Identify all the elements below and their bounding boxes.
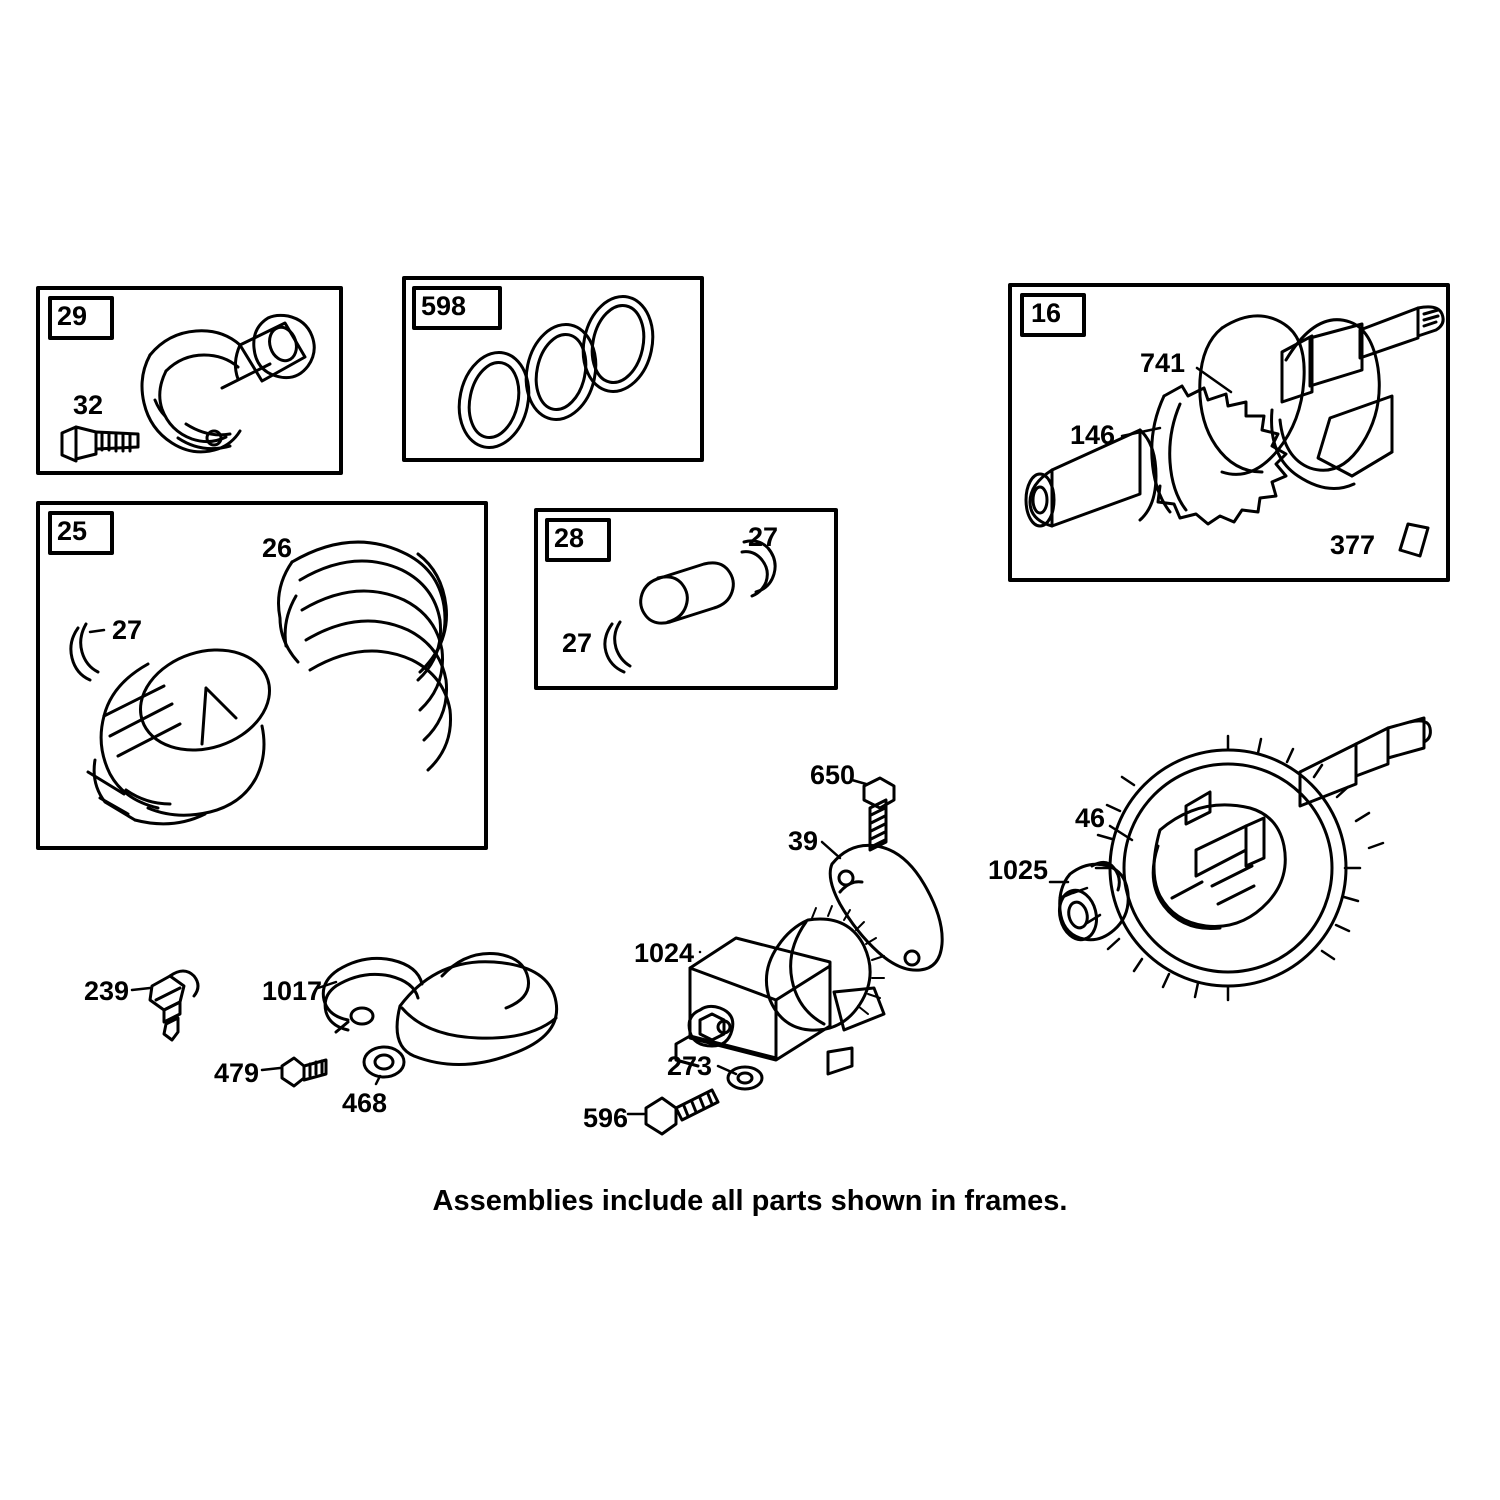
callout-377: 377 — [1330, 530, 1376, 560]
callout-1025: 1025 — [988, 855, 1049, 885]
frame-number-28: 28 — [554, 523, 585, 553]
callout-596: 596 — [583, 1103, 629, 1133]
frame-number-25: 25 — [57, 516, 88, 546]
callout-27-pin-left: 27 — [562, 628, 593, 658]
callout-1024: 1024 — [634, 938, 695, 968]
callout-27-pin-right: 27 — [748, 522, 779, 552]
diagram-footnote: Assemblies include all parts shown in frames. — [432, 1185, 1068, 1217]
frame-number-16: 16 — [1031, 298, 1062, 328]
callout-27-piston: 27 — [112, 615, 143, 645]
callout-46: 46 — [1075, 803, 1106, 833]
frame-number-29: 29 — [57, 301, 88, 331]
callout-26: 26 — [262, 533, 293, 563]
callout-146: 146 — [1070, 420, 1116, 450]
callout-468: 468 — [342, 1088, 388, 1118]
callout-1017: 1017 — [262, 976, 323, 1006]
callout-239: 239 — [84, 976, 130, 1006]
callout-479: 479 — [214, 1058, 260, 1088]
callout-650: 650 — [810, 760, 856, 790]
callout-32: 32 — [73, 390, 104, 420]
frame-number-598: 598 — [421, 291, 467, 321]
callout-273: 273 — [667, 1051, 713, 1081]
callout-39: 39 — [788, 826, 819, 856]
callout-741: 741 — [1140, 348, 1186, 378]
